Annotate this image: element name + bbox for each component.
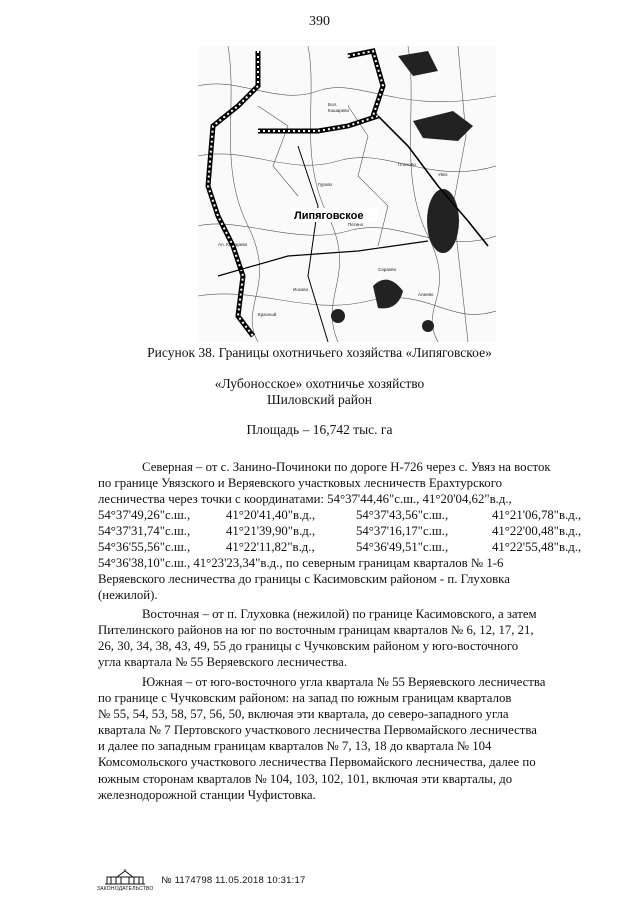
text-line: 26, 30, 34, 38, 43, 49, 55 до границы с Чучковским районом у юго-восточного xyxy=(98,639,519,654)
text-line: Пителинского районов на юг по восточным границам кварталов № 6, 12, 17, 21, xyxy=(98,623,534,638)
text-line: № 55, 54, 53, 58, 57, 56, 50, включая эти квартала, до северо-западного угла xyxy=(98,707,509,722)
document-number: № 1174798 11.05.2018 10:31:17 xyxy=(161,874,306,886)
text-line: южным сторонам кварталов № 104, 103, 102, 101, включая эти кварталы, до xyxy=(98,771,513,786)
coordinate: 41°21'39,90"в.д., xyxy=(226,524,316,539)
text-line: (нежилой). xyxy=(98,588,158,603)
map-place-label: Гурово xyxy=(318,182,333,187)
map-place-label: Петино xyxy=(348,222,364,227)
stamp-caption: ЗАКОНОДАТЕЛЬСТВО xyxy=(97,886,154,892)
text-line: Северная – от с. Занино-Починоки по дороге Н-726 через с. Увяз на восток xyxy=(142,460,551,474)
coordinate: 41°22'11,82"в.д., xyxy=(226,540,315,555)
section-title: «Лубоносское» охотничье хозяйство xyxy=(214,376,425,391)
text-line: Южная – от юго-восточного угла квартала № 55 Веряевского лесничества xyxy=(142,675,546,689)
coordinate: 54°36'49,51"с.ш., xyxy=(356,540,449,555)
coordinate: 41°22'00,48"в.д., xyxy=(492,524,582,539)
map-place-label: Бол. xyxy=(328,102,338,107)
coordinate: 54°37'16,17"с.ш., xyxy=(356,524,449,539)
district-title: Шиловский район xyxy=(267,392,372,407)
hunting-area-map xyxy=(198,46,496,342)
figure-caption: Рисунок 38. Границы охотничьего хозяйства «Липяговское» xyxy=(147,345,492,360)
registry-stamp xyxy=(97,868,153,892)
map-place-label: Красный xyxy=(258,312,277,317)
text-line: по границе Увязского и Веряевского участковых лесничеств Ерахтурского xyxy=(98,476,503,491)
map-place-label: Иоково xyxy=(293,287,309,292)
map-place-label: Сараево xyxy=(378,267,397,272)
text-line: квартала № 7 Пертовского участкового лесничества Первомайского лесничества xyxy=(98,723,537,738)
coordinates-row xyxy=(98,507,605,523)
text-line: угла квартала № 55 Веряевского лесничества. xyxy=(98,655,348,670)
map-place-label: Ал. Кошарево xyxy=(218,242,248,247)
text-line: Восточная – от п. Глуховка (нежилой) по границе Касимовского, а затем xyxy=(142,607,537,621)
text-line: и далее по западным границам кварталов № 7, 13, 18 до квартала № 104 xyxy=(98,739,492,754)
building-icon xyxy=(103,868,147,886)
area-line: Площадь – 16,742 тыс. га xyxy=(246,422,393,437)
page-number: 390 xyxy=(309,14,330,29)
coordinate: 41°22'55,48"в.д., xyxy=(492,540,582,555)
coordinate: 54°37'49,26"с.ш., xyxy=(98,508,191,522)
south-boundary-paragraph xyxy=(98,674,605,803)
coordinate: 54°37'31,74"с.ш., xyxy=(98,524,191,539)
text-line: 54°36'38,10"с.ш., 41°23'23,34"в.д., по северным границам кварталов № 1-6 xyxy=(98,556,504,570)
coordinate: 54°37'43,56"с.ш., xyxy=(356,508,449,522)
coordinates-table xyxy=(98,507,605,555)
text-line: Комсомольского участкового лесничества Первомайского лесничества, далее по xyxy=(98,755,536,770)
north-boundary-tail xyxy=(98,555,605,603)
map-place-label: Плохово xyxy=(398,162,416,167)
text-line: лесничества через точки с координатами: 54°37'44,46"с.ш., 41°20'04,62"в.д., xyxy=(98,492,512,507)
map-place-label: Кошарево xyxy=(328,108,350,113)
coordinate: 41°21'06,78"в.д., xyxy=(492,508,582,522)
coordinate: 54°36'55,56"с.ш., xyxy=(98,540,191,555)
north-boundary-paragraph xyxy=(98,459,605,507)
map-main-label: Липяговское xyxy=(294,210,364,222)
text-line: Веряевского лесничества до границы с Касимовским районом - п. Глуховка xyxy=(98,572,510,587)
map-place-label: Алеево xyxy=(418,292,434,297)
text-line: железнодорожной станции Чуфистовка. xyxy=(98,787,316,802)
text-line: по границе с Чучковским районом: на запад по южным границам кварталов xyxy=(98,691,512,706)
coordinates-row xyxy=(98,539,605,555)
map-place-label: Увяз xyxy=(438,172,448,177)
map-drawing xyxy=(198,46,496,342)
coordinates-row xyxy=(98,523,605,539)
east-boundary-paragraph xyxy=(98,606,605,670)
coordinate: 41°20'41,40"в.д., xyxy=(226,508,316,522)
footer xyxy=(97,868,305,892)
